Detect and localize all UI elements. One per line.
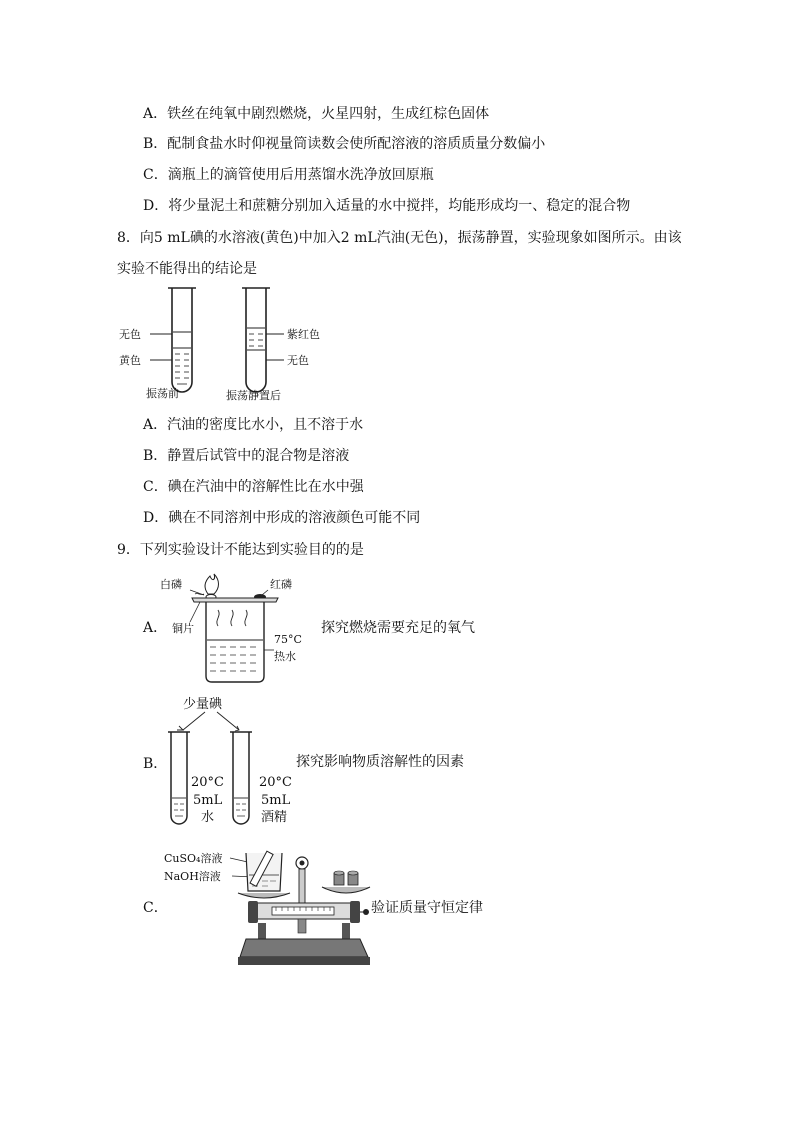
tube2-volume: 5mL [261,793,291,808]
q7-option-a: A．铁丝在纯氧中剧烈燃烧，火星四射，生成红棕色固体 [143,106,490,122]
tube1-top-label: 无色 [119,328,141,341]
tube2-caption: 振荡静置后 [226,389,281,402]
q9-b-purpose: 探究影响物质溶解性的因素 [296,754,464,770]
q7-option-c: C．滴瓶上的滴管使用后用蒸馏水洗净放回原瓶 [143,167,434,183]
q8-test-tube-figure [110,282,350,410]
balance-base [240,939,368,957]
q8-option-a: A．汽油的密度比水小，且不溶于水 [143,417,364,433]
alcohol-test-tube [233,732,249,824]
test-tube-after [242,288,284,392]
tube1-liquid: 水 [201,810,215,825]
tube2-bottom-label: 无色 [287,354,309,367]
q8-stem-line1: 8．向5 mL碘的水溶液(黄色)中加入2 mL汽油(无色)，振荡静置，实验现象如图所示。由该 [117,230,682,246]
q8-option-d: D．碘在不同溶剂中形成的溶液颜色可能不同 [143,510,421,526]
q9-b-letter: B． [143,756,168,772]
tube1-temp: 20°C [191,775,224,790]
white-phosphorus-label: 白磷 [160,578,182,591]
beaker [206,602,264,682]
red-phosphorus-label: 红磷 [270,578,292,591]
left-pan [238,893,290,898]
combustion-apparatus-figure [160,568,320,688]
q9-c-purpose: 验证质量守恒定律 [371,900,483,916]
tube2-temp: 20°C [259,775,292,790]
q9-stem: 9．下列实验设计不能达到实验目的的是 [117,542,364,558]
hot-water-label: 热水 [274,650,296,663]
flame-icon [205,574,219,594]
q9-a-letter: A． [143,620,168,636]
q9-a-purpose: 探究燃烧需要充足的氧气 [321,620,475,636]
water-temp-label: 75°C [274,633,302,646]
iodine-label: 少量碘 [183,697,223,712]
right-pan [322,887,370,893]
solubility-tubes-figure [155,692,305,832]
water-test-tube [171,732,187,824]
balance-figure [162,845,382,973]
tube1-bottom-label: 黄色 [119,354,141,367]
tube1-caption: 振荡前 [146,387,179,400]
tube2-liquid: 酒精 [261,810,288,825]
cuso4-label: CuSO₄溶液 [164,852,223,865]
q9-c-letter: C． [143,900,168,916]
q7-option-b: B．配制食盐水时仰视量筒读数会使所配溶液的溶质质量分数偏小 [143,136,546,152]
q8-option-b: B．静置后试管中的混合物是溶液 [143,448,350,464]
tube1-volume: 5mL [193,793,223,808]
copper-sheet [192,598,278,602]
q8-option-c: C．碘在汽油中的溶解性比在水中强 [143,479,364,495]
naoh-label: NaOH溶液 [164,870,221,883]
copper-sheet-label: 铜片 [172,622,194,635]
test-tube-before [150,288,196,392]
q7-option-d: D．将少量泥土和蔗糖分别加入适量的水中搅拌，均能形成均一、稳定的混合物 [143,198,631,214]
tube2-top-label: 紫红色 [287,328,320,341]
q8-stem-line2: 实验不能得出的结论是 [117,261,257,277]
